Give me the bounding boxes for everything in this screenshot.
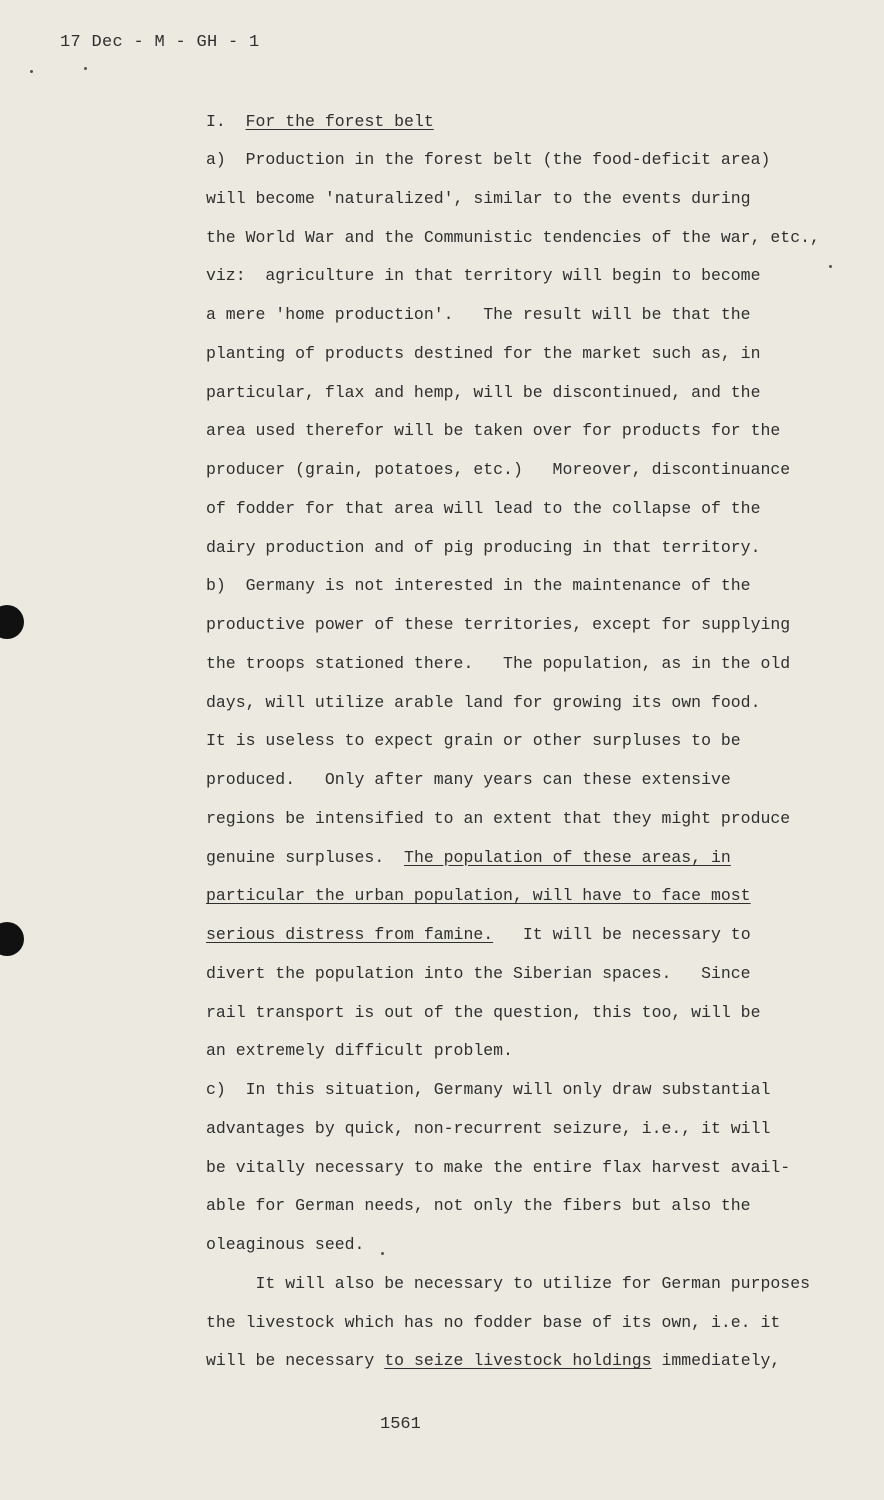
text-segment: b) Germany is not interested in the maintenance of the xyxy=(206,576,751,596)
text-line xyxy=(206,1080,770,1100)
text-line xyxy=(206,1351,780,1371)
text-line xyxy=(206,809,790,829)
text-segment: able for German needs, not only the fibers but also the xyxy=(206,1196,751,1216)
text-line xyxy=(206,1196,751,1216)
text-line xyxy=(206,925,751,945)
section-number: I. xyxy=(206,112,226,131)
text-segment: planting of products destined for the market such as, in xyxy=(206,343,761,363)
text-line xyxy=(206,150,770,170)
text-segment: It is useless to expect grain or other surpluses to be xyxy=(206,731,741,751)
punch-hole-bottom xyxy=(0,922,24,956)
text-segment: It will be necessary to xyxy=(493,925,751,944)
text-segment: of fodder for that area will lead to the collapse of the xyxy=(206,498,761,518)
text-segment: genuine surpluses. xyxy=(206,847,405,867)
text-line xyxy=(206,228,820,248)
text-segment: producer (grain, potatoes, etc.) Moreover, discontinuance xyxy=(206,460,791,479)
underlined-text: particular the urban population, will have to face most xyxy=(206,886,751,906)
text-line xyxy=(206,1003,761,1023)
text-segment: a mere 'home production'. The result will be that the xyxy=(206,305,751,324)
text-segment: the World War and the Communistic tendencies of the war, etc., xyxy=(206,227,820,247)
text-line xyxy=(206,654,790,674)
underlined-text: The population of these areas, in xyxy=(404,847,731,867)
text-line xyxy=(206,770,731,790)
text-line xyxy=(206,1119,770,1139)
text-line xyxy=(206,538,761,558)
text-line xyxy=(206,421,780,441)
text-line xyxy=(206,1274,810,1294)
paper-speck xyxy=(381,1252,384,1255)
text-segment: viz: agriculture in that territory will begin to become xyxy=(206,266,761,286)
text-segment: It will also be necessary to utilize for German purposes xyxy=(206,1273,810,1293)
text-line xyxy=(206,1158,790,1178)
page-number: 1561 xyxy=(380,1415,421,1434)
text-segment: area used therefor will be taken over for products for the xyxy=(206,421,781,441)
text-line xyxy=(206,1235,364,1255)
text-segment: will become 'naturalized', similar to the events during xyxy=(206,188,751,208)
text-line xyxy=(206,964,751,984)
text-line xyxy=(206,731,741,751)
text-segment: c) In this situation, Germany will only draw substantial xyxy=(206,1080,771,1099)
text-segment: be vitally necessary to make the entire flax harvest avail- xyxy=(206,1157,791,1177)
text-segment: divert the population into the Siberian spaces. Since xyxy=(206,963,751,983)
text-segment: particular, flax and hemp, will be discontinued, and the xyxy=(206,382,761,402)
text-segment: produced. Only after many years can these extensive xyxy=(206,770,731,789)
document-reference: 17 Dec - M - GH - 1 xyxy=(60,33,260,52)
text-segment: the troops stationed there. The population, as in the old xyxy=(206,653,791,673)
text-line xyxy=(206,615,790,635)
text-line xyxy=(206,576,751,596)
text-segment: a) Production in the forest belt (the food-deficit area) xyxy=(206,150,771,169)
underlined-text: to seize livestock holdings xyxy=(384,1351,652,1371)
text-segment: an extremely difficult problem. xyxy=(206,1041,513,1061)
section-title: For the forest belt xyxy=(245,112,434,131)
text-segment: productive power of these territories, except for supplying xyxy=(206,615,791,634)
text-line xyxy=(206,266,761,286)
section-heading xyxy=(206,112,434,132)
text-line xyxy=(206,886,751,906)
text-line xyxy=(206,1041,513,1061)
text-line xyxy=(206,499,761,519)
text-line xyxy=(206,693,761,713)
text-line xyxy=(206,383,761,403)
text-segment: will be necessary xyxy=(206,1351,385,1371)
text-line xyxy=(206,1313,780,1333)
text-line xyxy=(206,460,790,480)
text-segment: the livestock which has no fodder base of its own, i.e. it xyxy=(206,1312,781,1332)
text-line xyxy=(206,848,731,868)
text-segment: dairy production and of pig producing in that territory. xyxy=(206,537,761,557)
underlined-text: serious distress from famine. xyxy=(206,925,494,944)
paper-speck xyxy=(829,265,832,268)
text-line xyxy=(206,189,751,209)
paper-speck xyxy=(30,70,33,73)
punch-hole-top xyxy=(0,605,24,639)
text-line xyxy=(206,305,751,325)
text-segment: advantages by quick, non-recurrent seizure, i.e., it will xyxy=(206,1118,771,1138)
text-segment: days, will utilize arable land for growing its own food. xyxy=(206,692,761,712)
text-segment: regions be intensified to an extent that they might produce xyxy=(206,808,791,828)
text-segment: oleaginous seed. xyxy=(206,1235,365,1254)
text-line xyxy=(206,344,761,364)
text-segment: immediately, xyxy=(651,1351,781,1371)
text-segment: rail transport is out of the question, this too, will be xyxy=(206,1002,761,1022)
paper-speck xyxy=(84,67,87,70)
